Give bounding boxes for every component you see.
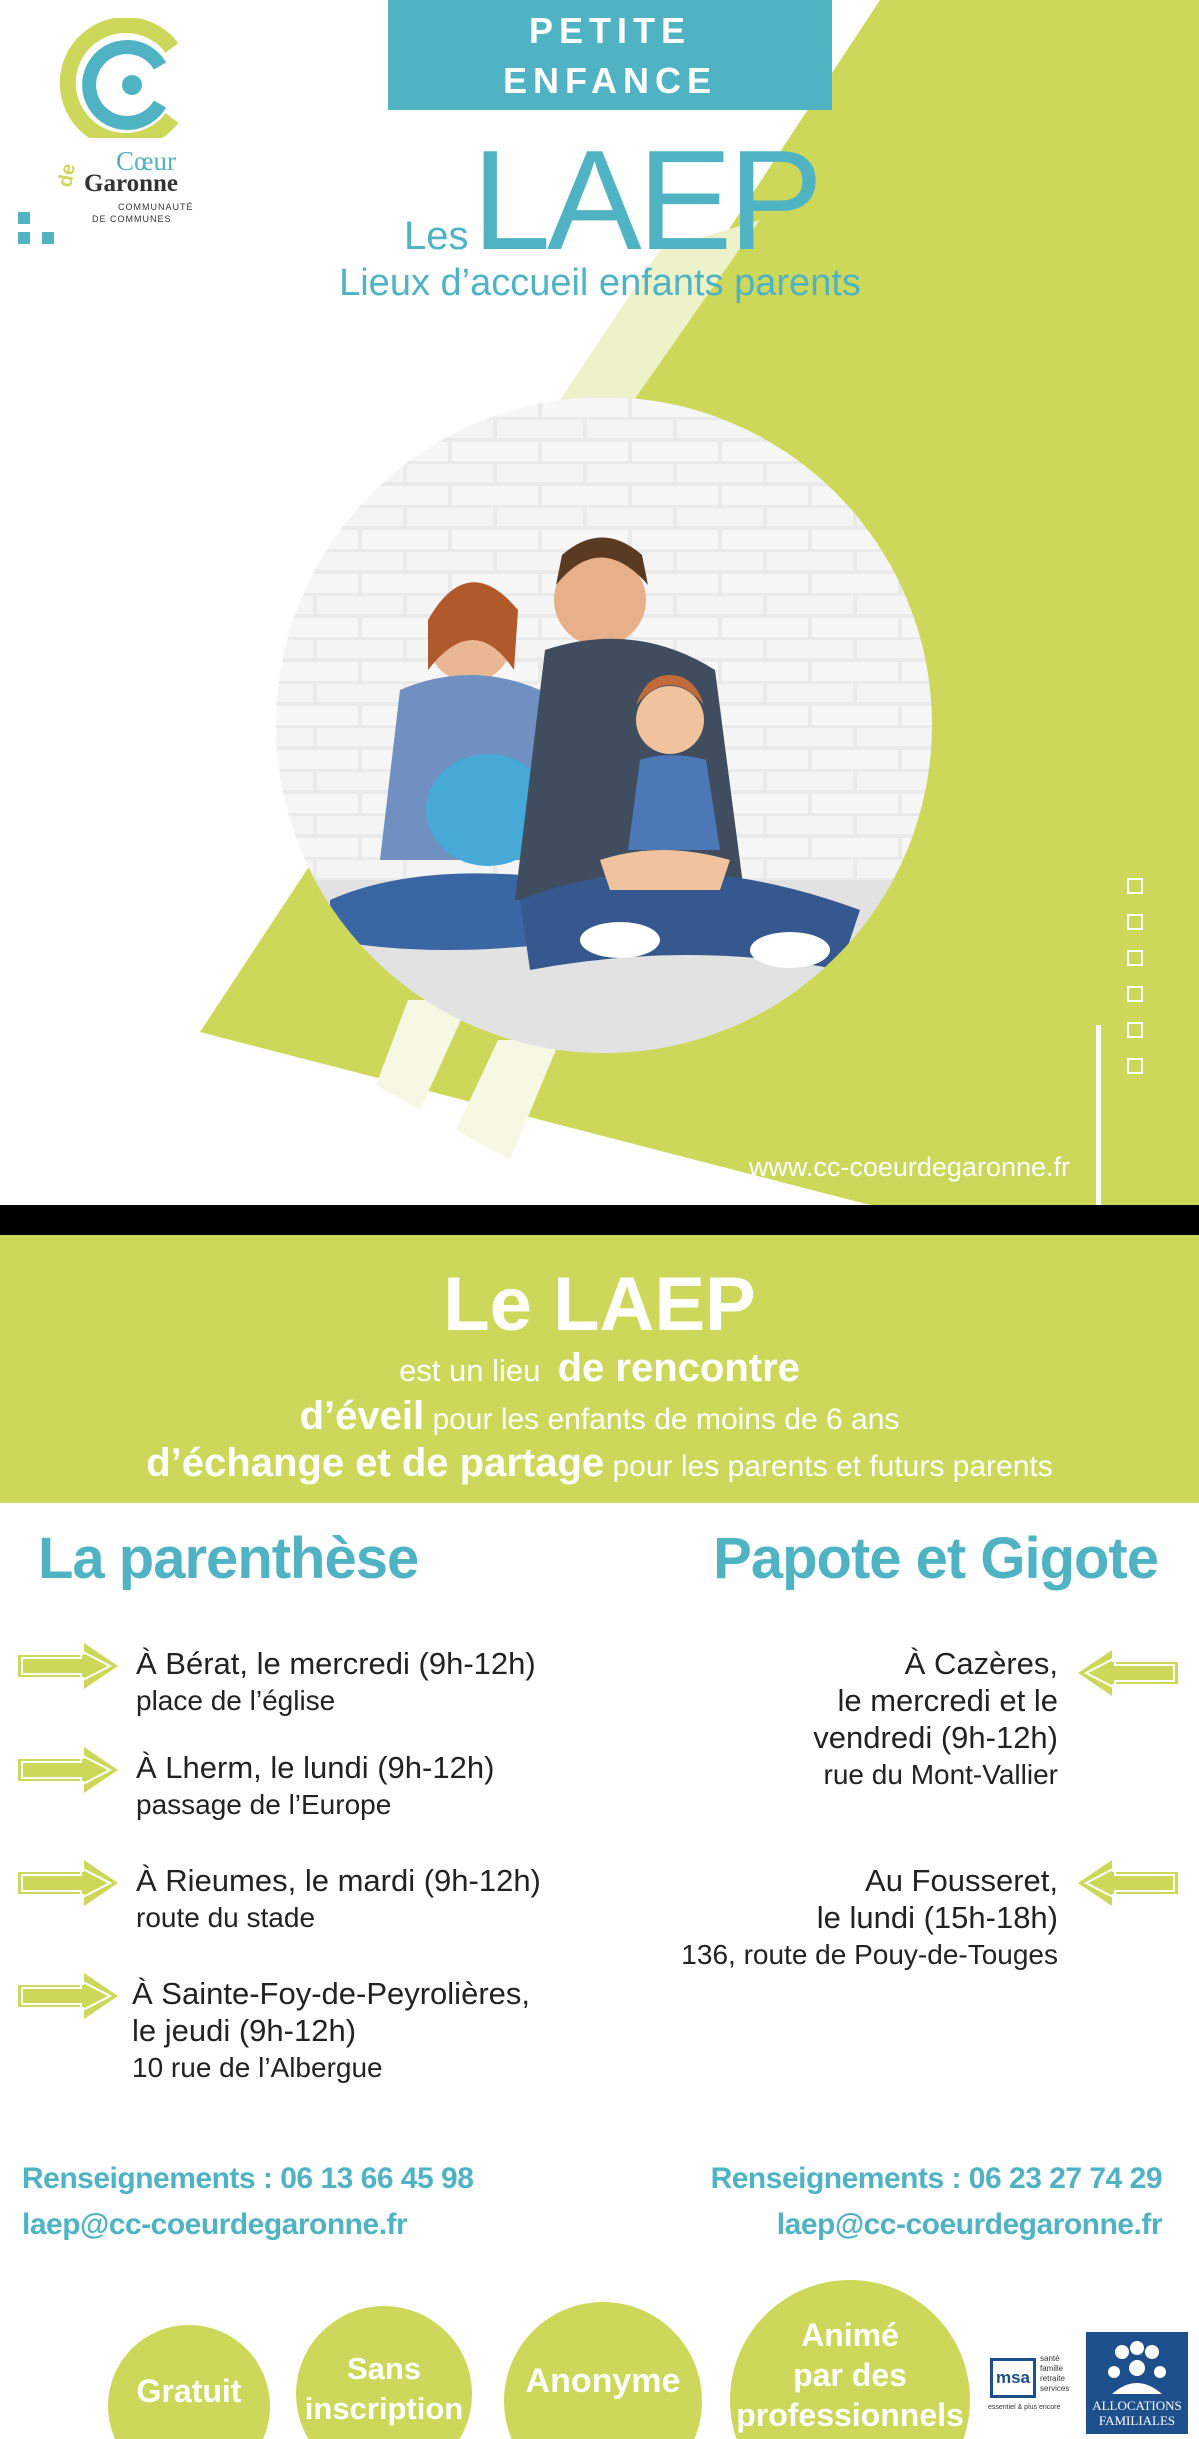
intro-line-3 [0,1441,1199,1489]
arrow-right-icon [18,1973,120,2019]
arrow-left-icon [1076,1650,1178,1696]
right-email[interactable]: laep@cc-coeurdegaronne.fr [776,2208,1162,2241]
entry-line: À Lherm, le lundi (9h-12h) [136,1750,495,1785]
decor-vertical-line [1096,1025,1101,1205]
entry-line: À Bérat, le mercredi (9h-12h) [136,1646,536,1681]
entry-address: route du stade [136,1902,316,1933]
decor-outline-square [1127,986,1143,1002]
banner-line-1: PETITE [528,10,692,51]
decor-square-2 [18,232,30,244]
badge-label: Gratuit [136,2373,242,2409]
entry-address: place de l’église [136,1685,336,1716]
intro-line-1-bold: de rencontre [557,1346,800,1390]
banner-line-2: ENFANCE [502,60,718,101]
badge-anonyme [504,2302,702,2439]
right-entry [600,1645,1058,1793]
intro-line-2-rest: pour les enfants de moins de 6 ans [432,1403,900,1436]
arrow-right-icon [18,1860,120,1906]
badge-label: Anonyme [525,2362,681,2400]
logo-sub-2: DE COMMUNES [92,214,172,224]
arrow-right-icon [18,1643,120,1689]
logo-garonne: Garonne [84,170,178,197]
badge-label: Animé [801,2317,899,2353]
intro-line-1-pre: est un lieu [399,1353,541,1388]
intro-line-2 [0,1394,1199,1442]
msa-tag: famille [1040,2364,1064,2373]
arrow-right-icon [18,1747,120,1793]
caf-line: FAMILIALES [1098,2413,1176,2428]
entry-address: rue du Mont-Vallier [823,1759,1058,1790]
left-email[interactable]: laep@cc-coeurdegaronne.fr [22,2208,408,2241]
intro-line-2-bold: d’éveil [299,1394,425,1438]
logo-sub-1: COMMUNAUTÉ [118,202,194,212]
badge-label: inscription [304,2391,464,2426]
caf-logo [1086,2332,1188,2434]
decor-square-3 [42,232,54,244]
caf-text [1086,2398,1188,2428]
logo-de: de [54,162,81,189]
badge-label: Sans [346,2351,422,2386]
separator-bar [0,1205,1199,1235]
msa-tag: retraite [1040,2374,1065,2383]
decor-outline-square [1127,1058,1143,1074]
left-entry [136,1862,541,1936]
intro-line-3-bold: d’échange et de partage [146,1441,605,1485]
msa-tag: santé [1040,2354,1060,2363]
left-info: Renseignements : 06 13 66 45 98 [22,2162,474,2195]
badge-label: professionnels [736,2397,964,2433]
badge-sans-inscription [296,2306,472,2439]
petite-enfance-banner [388,0,832,110]
left-entry [136,1645,536,1719]
intro-heading: Le LAEP [443,1262,756,1347]
logo-mark-icon [32,18,222,138]
decor-outline-square [1127,878,1143,894]
entry-line: À Sainte-Foy-de-Peyrolières, [132,1976,530,2011]
entry-line: le jeudi (9h-12h) [132,2013,357,2048]
arrow-left-icon [1076,1860,1178,1906]
entry-line: vendredi (9h-12h) [813,1720,1058,1755]
right-entry [600,1862,1058,1973]
decor-square-1 [18,212,30,224]
left-entry [136,1749,494,1823]
decor-outline-square [1127,914,1143,930]
badge-gratuit [108,2325,270,2439]
left-title: La parenthèse [38,1526,419,1591]
msa-small: essentiel & plus encore [988,2404,1061,2411]
entry-line: le lundi (15h-18h) [816,1900,1058,1935]
entry-address: passage de l’Europe [136,1789,392,1820]
website-link[interactable]: www.cc-coeurdegaronne.fr [748,1152,1070,1182]
caf-line: ALLOCATIONS [1092,2398,1182,2413]
entry-line: À Cazères, [904,1646,1058,1681]
caf-people-icon [1102,2338,1172,2396]
badge-anime [730,2280,970,2439]
left-entry [132,1975,530,2086]
title-laep: LAEP [472,121,820,280]
decor-outline-square [1127,950,1143,966]
logo-coeur: Cœur [116,146,176,176]
intro-line-3-rest: pour les parents et futurs parents [612,1450,1053,1483]
decor-outline-square [1127,1022,1143,1038]
intro-line-1 [0,1346,1199,1393]
entry-address: 136, route de Pouy-de-Touges [681,1939,1058,1970]
entry-address: 10 rue de l’Albergue [132,2052,383,2083]
entry-line: Au Fousseret, [865,1863,1058,1898]
entry-line: À Rieumes, le mardi (9h-12h) [136,1863,541,1898]
title-les: Les [404,214,469,258]
msa-tag: services [1040,2384,1070,2393]
msa-tags [1040,2354,1069,2394]
msa-mark: msa [990,2358,1036,2398]
right-title: Papote et Gigote [713,1526,1158,1591]
msa-logo [988,2350,1078,2436]
title-subtitle: Lieux d’accueil enfants parents [339,262,861,304]
entry-line: le mercredi et le [837,1683,1058,1718]
coeur-de-garonne-logo [32,18,222,233]
badge-label: par des [793,2357,907,2393]
right-info: Renseignements : 06 23 27 74 29 [710,2162,1162,2195]
